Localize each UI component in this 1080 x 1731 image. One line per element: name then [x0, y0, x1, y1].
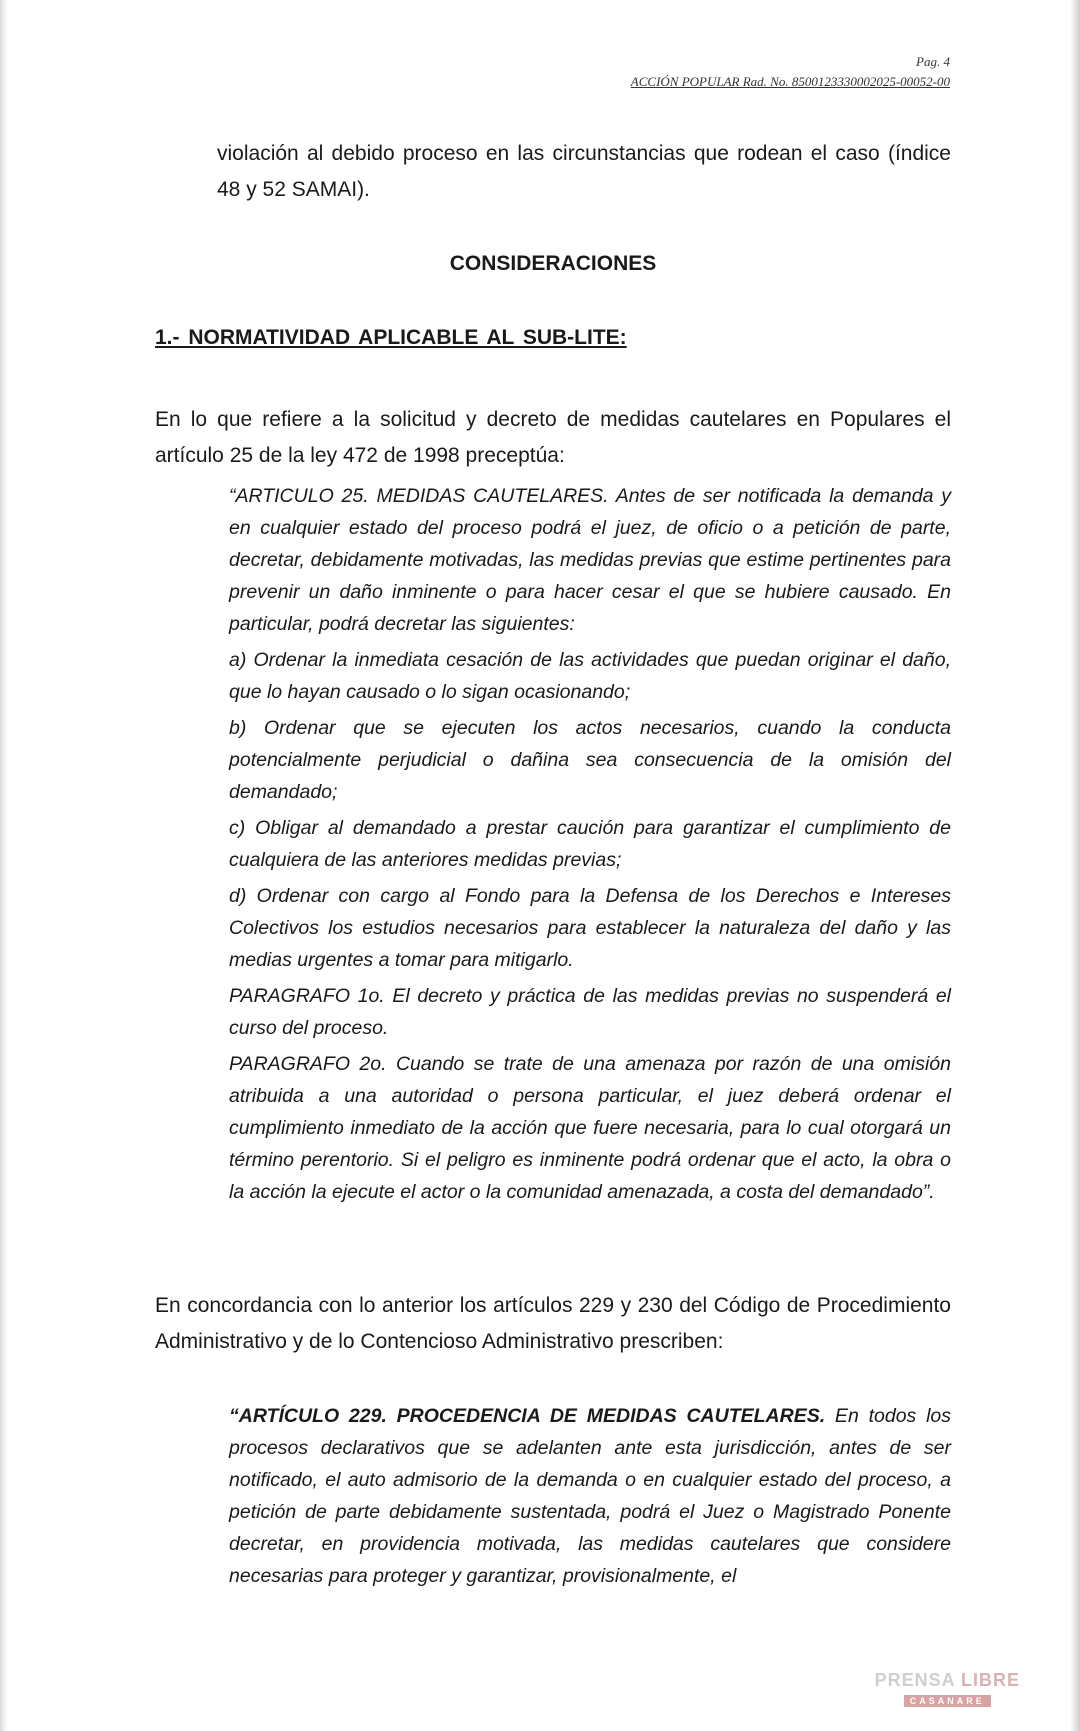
quote-item-b: b) Ordenar que se ejecuten los actos necesarios, cuando la conducta potencialmente perjudicial o dañina sea consecuencia de la omisión del demandado; — [229, 717, 951, 803]
page-edge-left — [0, 0, 8, 1731]
section-heading: CONSIDERACIONES — [449, 252, 657, 275]
quote-article-25-intro: “ARTICULO 25. MEDIDAS CAUTELARES. Antes de ser notificada la demanda y en cualquier estado del proceso podrá el juez, de oficio o a petición de parte, decretar, debidamente motivadas, las medidas previas que estime pertinentes para prevenir un daño inminente o para hacer cesar el que se hubiere causado. En particular, podrá decretar las siguientes: — [229, 485, 951, 635]
quote-item-d: d) Ordenar con cargo al Fondo para la Defensa de los Derechos e Intereses Colectivos los estudios necesarios para establecer la naturaleza del daño y las medias urgentes a tomar para mitigarlo. — [229, 885, 951, 971]
quote-item-a: a) Ordenar la inmediata cesación de las actividades que puedan originar el daño, que lo hayan causado o lo sigan ocasionando; — [229, 649, 951, 703]
paragraph-1: En lo que refiere a la solicitud y decreto de medidas cautelares en Populares el artículo 25 de la ley 472 de 1998 preceptúa: — [155, 408, 951, 467]
subsection-heading: 1.- NORMATIVIDAD APLICABLE AL SUB-LITE: — [155, 326, 627, 349]
watermark-region: CASANARE — [904, 1695, 991, 1707]
paragraph-2: En concordancia con lo anterior los artículos 229 y 230 del Código de Procedimiento Administrativo y de lo Contencioso Administrativo prescriben: — [155, 1294, 951, 1353]
page-edge-right — [1070, 0, 1080, 1731]
case-reference: ACCIÓN POPULAR Rad. No. 85001233300020​25-00052-00 — [630, 74, 950, 89]
watermark-brand-a: PRENSA — [874, 1670, 955, 1690]
watermark-brand-b: LIBRE — [961, 1670, 1020, 1690]
quote-article-25 — [229, 480, 951, 1212]
page-number: Pag. 4 — [916, 54, 950, 69]
quote-article-229-body: En todos los procesos declarativos que se adelanten ante esta jurisdicción, antes de ser notificado, el auto admisorio de la demanda o en cualquier estado del proceso, a petición de parte debidamente sustentada, podrá el Juez o Magistrado Ponente decretar, en providencia motivada, las medidas cautelares que considere necesarias para proteger y garantizar, provisionalmente, el — [229, 1405, 952, 1587]
watermark-logo — [875, 1670, 1020, 1709]
quote-article-229-title: “ARTÍCULO 229. PROCEDENCIA DE MEDIDAS CAUTELARES. — [229, 1405, 826, 1427]
quote-item-c: c) Obligar al demandado a prestar caución para garantizar el cumplimiento de cualquiera de las anteriores medidas previas; — [229, 817, 951, 871]
quote-paragrafo-2: PARAGRAFO 2o. Cuando se trate de una amenaza por razón de una omisión atribuida a una autoridad o persona particular, el juez deberá ordenar el cumplimiento inmediato de la acción que fuere necesaria, para lo cual otorgará un término perentorio. Si el peligro es inminente podrá ordenar que el acto, la obra o la acción la ejecute el actor o la comunidad amenazada, a costa del demandado”. — [229, 1053, 951, 1203]
intro-paragraph: violación al debido proceso en las circunstancias que rodean el caso (índice 48 y 52 SAMAI). — [217, 142, 951, 201]
quote-article-229 — [229, 1400, 951, 1596]
quote-paragrafo-1: PARAGRAFO 1o. El decreto y práctica de las medidas previas no suspenderá el curso del proceso. — [229, 985, 951, 1039]
page-header — [631, 52, 950, 92]
